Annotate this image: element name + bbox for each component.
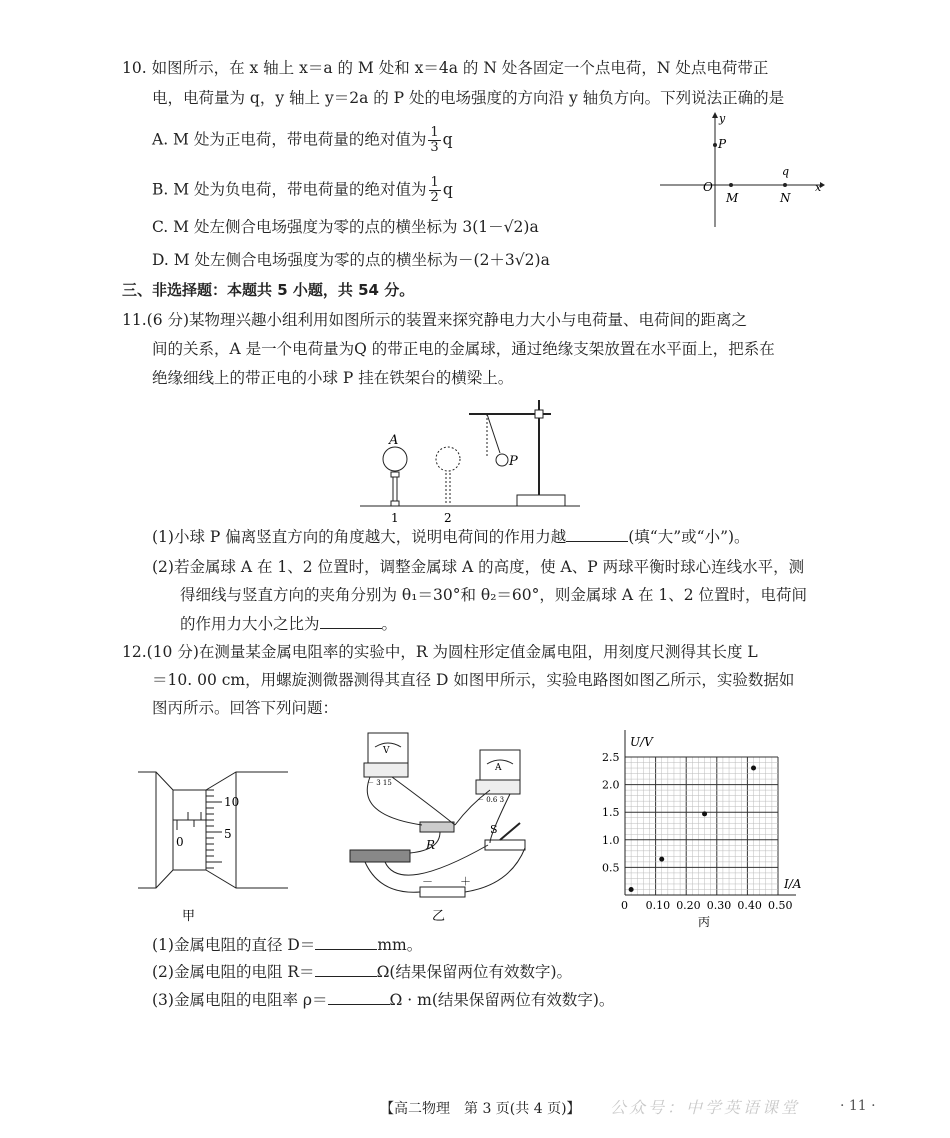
x-tick-label: 0	[621, 899, 628, 912]
thimble-label-10: 10	[224, 795, 240, 809]
x-axis-label: x	[815, 181, 822, 194]
q12-stem-line2: ＝10. 00 cm，用螺旋测微器测得其直径 D 如图甲所示，实验电路图如图乙所示，实验数据如	[152, 671, 795, 689]
footer-page-label: 【高二物理 第 3 页(共 4 页)】	[380, 1101, 581, 1117]
q12-stem-line3: 图丙所示。回答下列问题：	[152, 699, 339, 717]
ball-p-label: P	[509, 454, 518, 469]
footer-page-code: · 11 ·	[840, 1098, 876, 1114]
x-tick-label: 0.30	[706, 899, 732, 912]
q10-stem-line2: 电，电荷量为 q，y 轴上 y＝2a 的 P 处的电场强度的方向沿 y 轴负方向。下列说法正确的是	[152, 89, 785, 107]
figure-caption-jia: 甲	[182, 909, 196, 924]
data-point	[659, 857, 664, 862]
point-m-label: M	[726, 191, 739, 205]
u-i-graph	[600, 720, 800, 930]
q11-stem-line3: 绝缘细线上的带正电的小球 P 挂在铁架台的横梁上。	[152, 369, 514, 387]
charge-q-label: q	[782, 165, 790, 178]
fraction: $\frac{1}{3}$	[430, 125, 439, 155]
q11-stem-line2: 间的关系，A 是一个电荷量为Q 的带正电的金属球，通过绝缘支架放置在水平面上，把系在	[152, 340, 775, 358]
q11-stem-line1: 11.(6 分)某物理兴趣小组利用如图所示的装置来探究静电力大小与电荷量、电荷间的距离之	[122, 311, 748, 329]
y-tick-label: 0.5	[602, 861, 620, 875]
q12-part1: (1)金属电阻的直径 D＝ mm。	[152, 936, 423, 954]
figure-caption-bing: 丙	[698, 915, 711, 929]
q10-option-d: D. M 处左侧合电场强度为零的点的横坐标为－(2＋3√2)a	[152, 251, 550, 269]
q11-part2-line3: 的作用力大小之比为 。	[180, 615, 398, 633]
voltmeter-terminals: － 3 15	[367, 779, 392, 787]
point-n-label: N	[780, 191, 791, 205]
q10-axis-figure	[655, 112, 825, 232]
x-tick-label: 0.40	[737, 899, 762, 912]
sleeve-label-0: 0	[176, 835, 184, 849]
figure-caption-yi: 乙	[432, 909, 446, 924]
y-tick-label: 2.5	[602, 751, 620, 764]
y-tick-label: 1.0	[602, 833, 620, 847]
y-tick-label: 1.5	[602, 806, 620, 820]
section-3-heading: 三、非选择题：本题共 5 小题，共 54 分。	[122, 281, 415, 299]
graph-y-label: U/V	[630, 735, 653, 749]
resistor-label: R	[426, 838, 436, 852]
answer-blank[interactable]	[320, 614, 382, 629]
data-point	[702, 811, 707, 816]
q12-stem-line1: 12.(10 分)在测量某金属电阻率的实验中，R 为圆柱形定值金属电阻，用刻度尺测得其长度 L	[122, 643, 758, 661]
micrometer-figure	[138, 760, 288, 924]
switch-label: S	[490, 823, 498, 836]
data-point	[629, 887, 634, 892]
graph-x-label: I/A	[784, 877, 802, 891]
q10-option-c: C. M 处左侧合电场强度为零的点的横坐标为 3(1－√2)a	[152, 218, 539, 236]
y-axis-label: y	[719, 112, 726, 125]
thimble-label-5: 5	[224, 827, 232, 841]
ammeter-terminals: － 0.6 3	[477, 796, 505, 804]
x-tick-label: 0.20	[676, 899, 701, 912]
q10-option-b: B. M 处为负电荷，带电荷量的绝对值为 $\frac{1}{2}$ q	[152, 175, 453, 205]
circuit-figure	[340, 725, 540, 925]
battery-minus-label: －	[422, 875, 433, 888]
fraction: $\frac{1}{2}$	[430, 175, 439, 205]
ball-a-label: A	[389, 433, 399, 448]
origin-label: O	[703, 180, 713, 194]
q11-apparatus-figure	[355, 400, 585, 525]
y-tick-label: 2.0	[602, 778, 620, 792]
battery-plus-label: ＋	[460, 875, 471, 888]
point-p-label: P	[718, 137, 727, 151]
q12-part3: (3)金属电阻的电阻率 ρ＝ Ω · m(结果保留两位有效数字)。	[152, 991, 615, 1009]
data-point	[751, 766, 756, 771]
q12-part2: (2)金属电阻的电阻 R＝ Ω(结果保留两位有效数字)。	[152, 963, 573, 981]
x-tick-label: 0.50	[768, 899, 793, 912]
watermark: 公众号：中学英语课堂	[610, 1098, 801, 1117]
q11-part2-line2: 得细线与竖直方向的夹角分别为 θ₁＝30°和 θ₂＝60°，则金属球 A 在 1、2 位置时，电荷间	[180, 586, 808, 604]
voltmeter-label: V	[383, 746, 390, 756]
q11-part1: (1)小球 P 偏离竖直方向的角度越大，说明电荷间的作用力越 (填“大”或“小”)。	[152, 528, 750, 546]
answer-blank[interactable]	[566, 527, 628, 542]
ammeter-label: A	[495, 763, 502, 773]
position-1-label: 1	[391, 511, 399, 525]
answer-blank[interactable]	[328, 990, 390, 1005]
q10-stem-line1: 10. 如图所示，在 x 轴上 x＝a 的 M 处和 x＝4a 的 N 处各固定一个点电荷，N 处点电荷带正	[122, 59, 769, 77]
answer-blank[interactable]	[315, 962, 377, 977]
position-2-label: 2	[444, 511, 452, 525]
q11-part2-line1: (2)若金属球 A 在 1、2 位置时，调整金属球 A 的高度，使 A、P 两球平衡时球心连线水平，测	[152, 558, 805, 576]
q10-option-a: A. M 处为正电荷，带电荷量的绝对值为 $\frac{1}{3}$ q	[152, 125, 453, 155]
answer-blank[interactable]	[315, 935, 377, 950]
x-tick-label: 0.10	[645, 899, 671, 912]
